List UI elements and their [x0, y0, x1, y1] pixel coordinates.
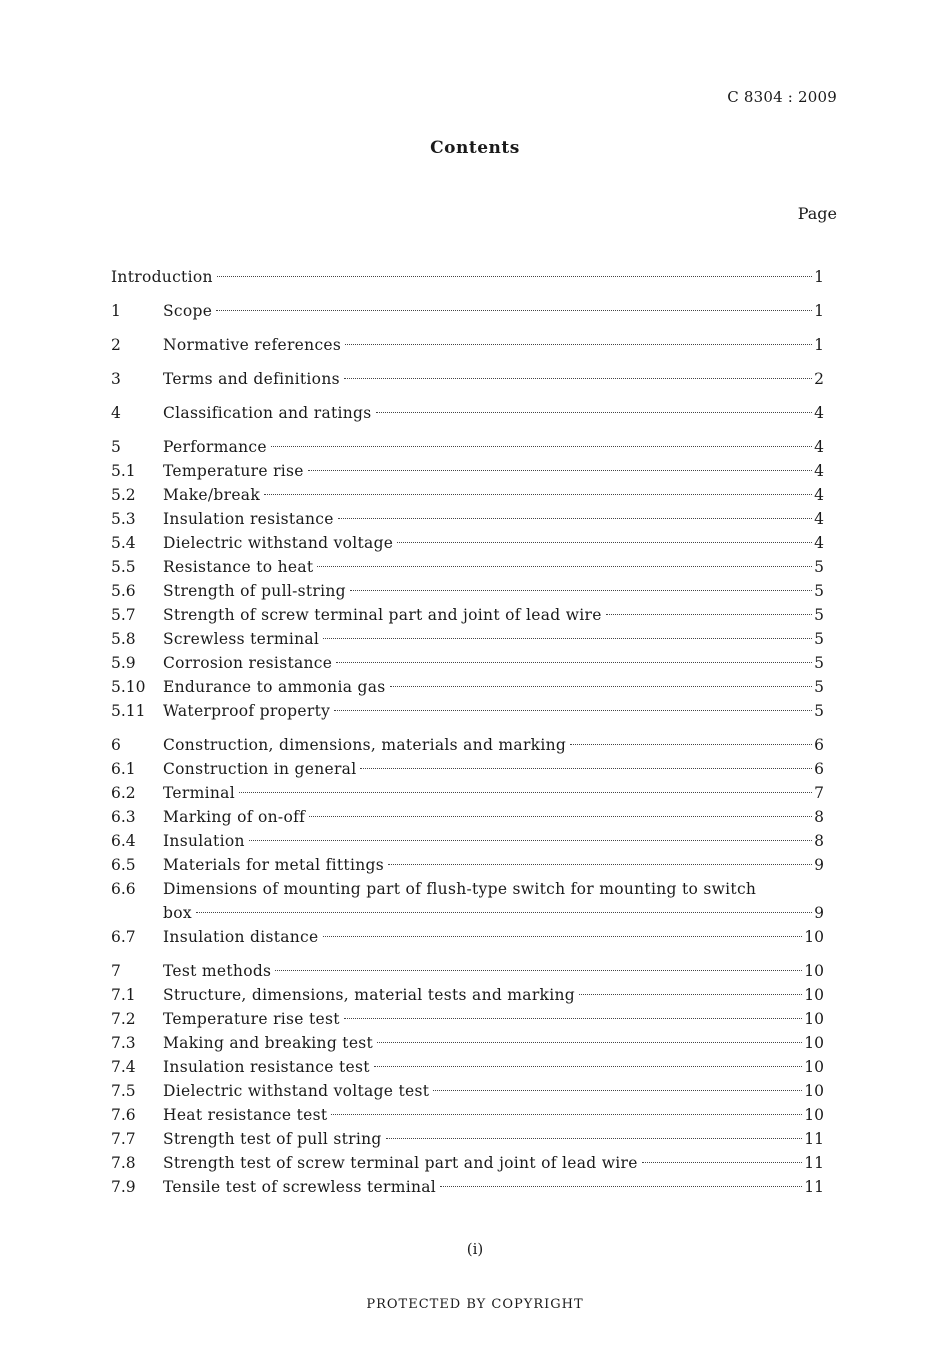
toc-entry[interactable] — [111, 299, 824, 323]
toc-entry-title: Terms and definitions — [163, 370, 340, 388]
toc-entry-number: 6.3 — [111, 808, 136, 826]
toc-entry-number: 7.1 — [111, 986, 136, 1004]
toc-entry-title: Strength test of screw terminal part and joint of lead wire — [163, 1154, 638, 1172]
toc-entry-title: box — [163, 904, 192, 922]
toc-entry-number: 6.5 — [111, 856, 136, 874]
toc-entry-page: 11 — [804, 1154, 824, 1172]
standard-identifier: C 8304 : 2009 — [727, 88, 837, 106]
toc-entry-page: 11 — [804, 1178, 824, 1196]
toc-entry-page: 2 — [814, 370, 824, 388]
dot-leader — [309, 815, 812, 817]
toc-entry-title: Dimensions of mounting part of flush-type switch for mounting to switch — [163, 880, 757, 898]
dot-leader — [374, 1065, 803, 1067]
toc-entry-number: 6.1 — [111, 760, 136, 778]
dot-leader — [317, 565, 812, 567]
toc-entry-number: 5.8 — [111, 630, 136, 648]
toc-entry-page: 4 — [814, 438, 824, 456]
dot-leader — [386, 1137, 803, 1139]
toc-entry-number: 5.6 — [111, 582, 136, 600]
toc-entry[interactable] — [111, 699, 824, 723]
toc-entry-page: 10 — [804, 1106, 824, 1124]
toc-entry-page: 9 — [814, 856, 824, 874]
dot-leader — [388, 863, 812, 865]
toc-entry[interactable] — [111, 651, 824, 675]
toc-entry[interactable] — [111, 983, 824, 1007]
toc-entry-title: Construction in general — [163, 760, 357, 778]
dot-leader — [606, 613, 812, 615]
toc-entry-page: 10 — [804, 1034, 824, 1052]
toc-entry-title: Strength test of pull string — [163, 1130, 382, 1148]
toc-entry-page: 10 — [804, 1082, 824, 1100]
toc-entry-title: Dielectric withstand voltage — [163, 534, 394, 552]
toc-entry-number: 3 — [111, 370, 121, 388]
toc-entry-page: 7 — [814, 784, 824, 802]
toc-entry[interactable] — [111, 333, 824, 357]
toc-entry-number: 6.4 — [111, 832, 136, 850]
dot-leader — [217, 275, 812, 277]
toc-entry-number: 4 — [111, 404, 121, 422]
toc-entry-title: Construction, dimensions, materials and marking — [163, 736, 567, 754]
dot-leader — [344, 1017, 802, 1019]
toc-entry-page: 1 — [814, 302, 824, 320]
dot-leader — [397, 541, 812, 543]
toc-entry-page: 4 — [814, 462, 824, 480]
toc-entry-number: 5 — [111, 438, 121, 456]
toc-entry[interactable] — [111, 507, 824, 531]
toc-entry[interactable] — [111, 925, 824, 949]
toc-entry[interactable] — [111, 733, 824, 757]
toc-entry[interactable] — [111, 877, 824, 901]
toc-entry-number: 5.3 — [111, 510, 136, 528]
toc-entry-page: 5 — [814, 654, 824, 672]
dot-leader — [360, 767, 812, 769]
toc-entry-page: 4 — [814, 486, 824, 504]
toc-entry-number: 1 — [111, 302, 121, 320]
toc-entry-title: Materials for metal fittings — [163, 856, 384, 874]
dot-leader — [331, 1113, 802, 1115]
dot-leader — [376, 411, 813, 413]
toc-entry-number: 5.7 — [111, 606, 136, 624]
dot-leader — [377, 1041, 802, 1043]
dot-leader — [334, 709, 812, 711]
toc-entry-title: Make/break — [163, 486, 261, 504]
toc-entry[interactable] — [111, 579, 824, 603]
toc-entry-title: Normative references — [163, 336, 342, 354]
toc-entry[interactable] — [111, 853, 824, 877]
toc-entry[interactable] — [111, 459, 824, 483]
dot-leader — [275, 969, 802, 971]
toc-entry[interactable] — [111, 435, 824, 459]
toc-entry-title: Waterproof property — [163, 702, 331, 720]
toc-entry[interactable] — [111, 675, 824, 699]
toc-entry-page: 6 — [814, 736, 824, 754]
dot-leader — [579, 993, 802, 995]
toc-entry-number: 5.1 — [111, 462, 136, 480]
toc-entry-number: 5.2 — [111, 486, 136, 504]
toc-entry-title: Test methods — [163, 962, 272, 980]
toc-entry-page: 5 — [814, 678, 824, 696]
toc-entry-page: 10 — [804, 1010, 824, 1028]
contents-title: Contents — [430, 138, 520, 158]
toc-entry-title: Dielectric withstand voltage test — [163, 1082, 430, 1100]
toc-entry-page: 1 — [814, 268, 824, 286]
dot-leader — [345, 343, 812, 345]
toc-entry-number: 7.4 — [111, 1058, 136, 1076]
toc-entry-title: Tensile test of screwless terminal — [163, 1178, 437, 1196]
dot-leader — [196, 911, 812, 913]
toc-entry-title: Structure, dimensions, material tests and marking — [163, 986, 576, 1004]
toc-entry-number: 7.5 — [111, 1082, 136, 1100]
toc-entry[interactable] — [111, 781, 824, 805]
toc-entry-page: 10 — [804, 986, 824, 1004]
toc-entry-number: 7.9 — [111, 1178, 136, 1196]
toc-entry[interactable] — [111, 1175, 824, 1199]
toc-entry-title: Endurance to ammonia gas — [163, 678, 386, 696]
toc-entry-title: Insulation resistance — [163, 510, 334, 528]
toc-entry-page: 11 — [804, 1130, 824, 1148]
toc-entry-title: Insulation — [163, 832, 245, 850]
dot-leader — [440, 1185, 802, 1187]
toc-entry-title: Introduction — [111, 268, 213, 286]
dot-leader — [323, 637, 812, 639]
toc-entry[interactable] — [111, 555, 824, 579]
toc-entry[interactable] — [111, 401, 824, 425]
toc-entry-title: Resistance to heat — [163, 558, 314, 576]
toc-entry-title: Temperature rise — [163, 462, 304, 480]
toc-entry-title: Marking of on-off — [163, 808, 306, 826]
toc-entry-number: 5.9 — [111, 654, 136, 672]
toc-entry-title: Insulation resistance test — [163, 1058, 370, 1076]
toc-entry-title: Performance — [163, 438, 267, 456]
toc-entry-number: 5.11 — [111, 702, 146, 720]
toc-entry-page: 10 — [804, 928, 824, 946]
dot-leader — [323, 935, 803, 937]
toc-entry[interactable] — [111, 1055, 824, 1079]
toc-entry[interactable] — [111, 829, 824, 853]
toc-entry[interactable] — [111, 627, 824, 651]
dot-leader — [249, 839, 812, 841]
toc-entry[interactable] — [111, 1079, 824, 1103]
toc-entry-page: 1 — [814, 336, 824, 354]
toc-entry-title: Making and breaking test — [163, 1034, 374, 1052]
dot-leader — [239, 791, 812, 793]
toc-entry[interactable] — [111, 757, 824, 781]
toc-entry-number: 5.5 — [111, 558, 136, 576]
toc-entry-title: Corrosion resistance — [163, 654, 333, 672]
dot-leader — [570, 743, 812, 745]
toc-entry-page: 4 — [814, 404, 824, 422]
dot-leader — [271, 445, 812, 447]
toc-entry-number: 6 — [111, 736, 121, 754]
toc-entry[interactable] — [111, 959, 824, 983]
toc-entry-title: Insulation distance — [163, 928, 319, 946]
toc-entry-page: 5 — [814, 630, 824, 648]
toc-entry-title: Strength of screw terminal part and joint of lead wire — [163, 606, 602, 624]
dot-leader — [344, 377, 812, 379]
dot-leader — [433, 1089, 802, 1091]
toc-entry-continuation[interactable] — [111, 901, 824, 925]
toc-entry-number: 7.2 — [111, 1010, 136, 1028]
dot-leader — [336, 661, 812, 663]
toc-entry-page: 6 — [814, 760, 824, 778]
toc-entry-title: Classification and ratings — [163, 404, 372, 422]
toc-entry[interactable] — [111, 483, 824, 507]
page-column-heading: Page — [797, 204, 837, 223]
toc-entry-page: 5 — [814, 702, 824, 720]
toc-entry-number: 6.2 — [111, 784, 136, 802]
toc-entry-page: 8 — [814, 808, 824, 826]
toc-entry-number: 5.10 — [111, 678, 146, 696]
toc-entry-number: 7 — [111, 962, 121, 980]
toc-entry[interactable] — [111, 531, 824, 555]
dot-leader — [642, 1161, 803, 1163]
toc-entry-title: Screwless terminal — [163, 630, 320, 648]
toc-entry-number: 7.8 — [111, 1154, 136, 1172]
toc-entry-title: Heat resistance test — [163, 1106, 328, 1124]
dot-leader — [264, 493, 812, 495]
toc-entry[interactable] — [111, 603, 824, 627]
toc-entry-number: 7.6 — [111, 1106, 136, 1124]
toc-entry-page: 4 — [814, 534, 824, 552]
toc-entry-title: Terminal — [163, 784, 235, 802]
toc-entry[interactable] — [111, 1103, 824, 1127]
toc-entry[interactable] — [111, 265, 824, 289]
toc-entry-number: 6.6 — [111, 880, 136, 898]
toc-entry[interactable] — [111, 367, 824, 391]
toc-entry-title: Strength of pull-string — [163, 582, 346, 600]
toc-entry-page: 8 — [814, 832, 824, 850]
footer-page-number: (i) — [466, 1240, 484, 1258]
toc-entry-number: 6.7 — [111, 928, 136, 946]
toc-entry-number: 2 — [111, 336, 121, 354]
toc-entry-page: 9 — [814, 904, 824, 922]
toc-entry[interactable] — [111, 1151, 824, 1175]
dot-leader — [350, 589, 812, 591]
toc-entry[interactable] — [111, 805, 824, 829]
dot-leader — [338, 517, 812, 519]
toc-entry[interactable] — [111, 1007, 824, 1031]
toc-entry-page: 5 — [814, 558, 824, 576]
dot-leader — [390, 685, 813, 687]
toc-entry-number: 7.7 — [111, 1130, 136, 1148]
toc-entry-page: 5 — [814, 582, 824, 600]
toc-entry-page: 4 — [814, 510, 824, 528]
toc-entry-page: 10 — [804, 962, 824, 980]
toc-entry-title: Temperature rise test — [163, 1010, 340, 1028]
table-of-contents — [111, 265, 824, 1199]
toc-entry-page: 10 — [804, 1058, 824, 1076]
toc-entry-number: 7.3 — [111, 1034, 136, 1052]
toc-entry-title: Scope — [163, 302, 213, 320]
dot-leader — [216, 309, 812, 311]
toc-entry[interactable] — [111, 1127, 824, 1151]
copyright-notice: PROTECTED BY COPYRIGHT — [366, 1297, 584, 1312]
toc-entry-page: 5 — [814, 606, 824, 624]
dot-leader — [308, 469, 812, 471]
toc-entry[interactable] — [111, 1031, 824, 1055]
toc-entry-number: 5.4 — [111, 534, 136, 552]
